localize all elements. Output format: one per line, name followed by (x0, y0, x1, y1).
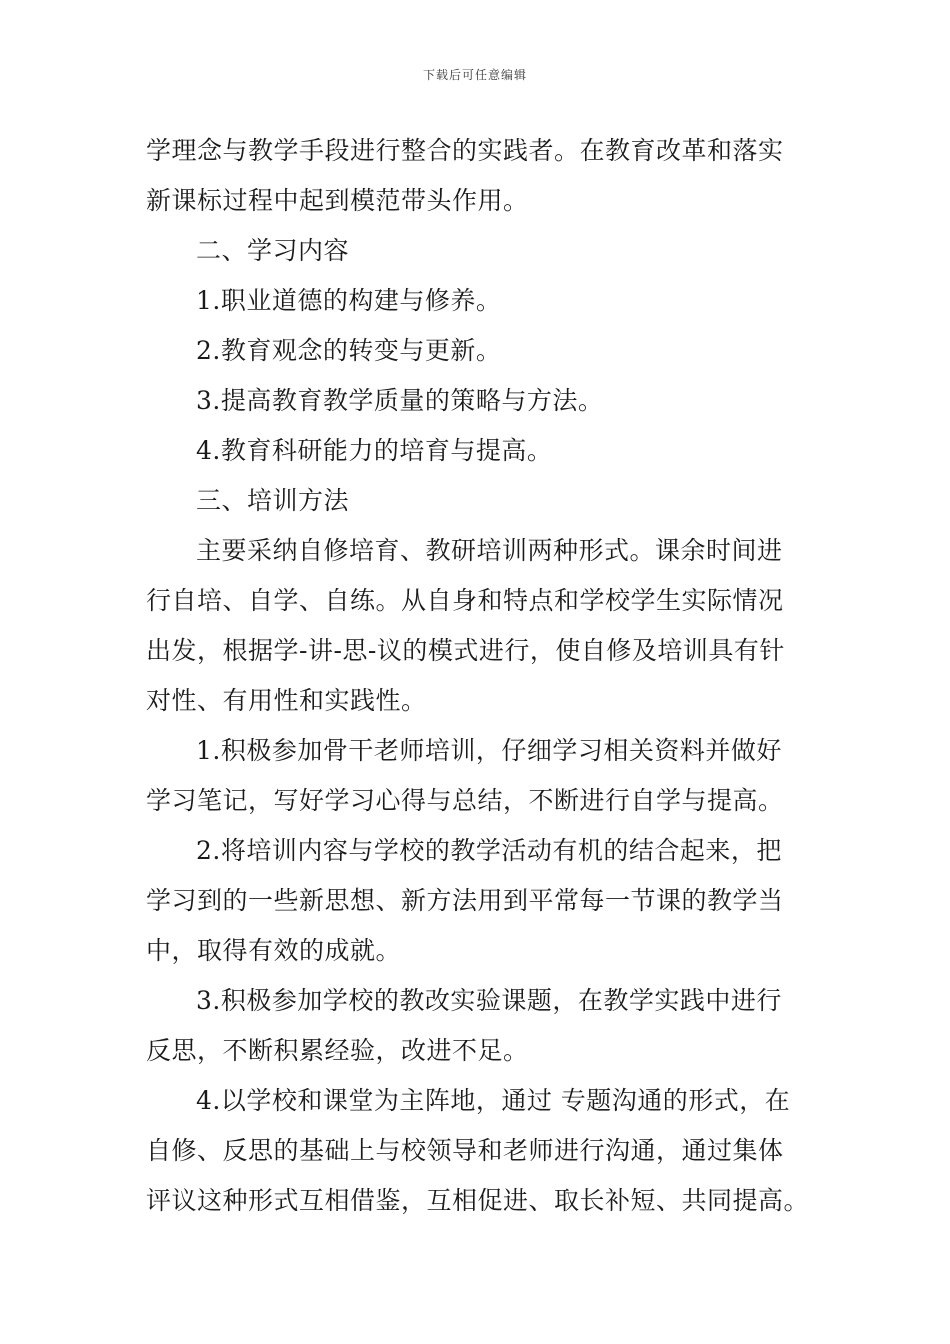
paragraph-first-line: 4.以学校和课堂为主阵地，通过 专题沟通的形式，在 (196, 1086, 791, 1115)
body-line: 对性、有用性和实践性。 (146, 686, 427, 715)
paragraph-first-line: 主要采纳自修培育、教研培训两种形式。课余时间进 (196, 536, 783, 565)
body-line: 评议这种形式互相借鉴，互相促进、取长补短、共同提高。 (146, 1186, 810, 1215)
body-line: 自修、反思的基础上与校领导和老师进行沟通，通过集体 (146, 1136, 784, 1165)
paragraph-first-line: 1.积极参加骨干老师培训，仔细学习相关资料并做好 (196, 736, 782, 765)
body-line: 学习笔记，写好学习心得与总结，不断进行自学与提高。 (146, 786, 784, 815)
list-item: 2.教育观念的转变与更新。 (196, 336, 502, 365)
body-line: 行自培、自学、自练。从自身和特点和学校学生实际情况 (146, 586, 784, 615)
section-heading: 三、培训方法 (196, 486, 350, 515)
body-line: 出发，根据学-讲-思-议的模式进行，使自修及培训具有针 (146, 636, 785, 665)
body-line: 反思，不断积累经验，改进不足。 (146, 1036, 529, 1065)
body-line: 学理念与教学手段进行整合的实践者。在教育改革和落实 (146, 136, 784, 165)
document-body (146, 126, 810, 1226)
body-line: 中，取得有效的成就。 (146, 936, 402, 965)
paragraph-first-line: 3.积极参加学校的教改实验课题，在教学实践中进行 (196, 986, 782, 1015)
header-note: 下载后可任意编辑 (422, 68, 527, 82)
body-line: 学习到的一些新思想、新方法用到平常每一节课的教学当 (146, 886, 784, 915)
paragraph-first-line: 2.将培训内容与学校的教学活动有机的结合起来，把 (196, 836, 782, 865)
body-line: 新课标过程中起到模范带头作用。 (146, 186, 529, 215)
section-heading: 二、学习内容 (196, 236, 350, 265)
list-item: 3.提高教育教学质量的策略与方法。 (196, 386, 604, 415)
list-item: 4.教育科研能力的培育与提高。 (196, 436, 553, 465)
list-item: 1.职业道德的构建与修养。 (196, 286, 502, 315)
